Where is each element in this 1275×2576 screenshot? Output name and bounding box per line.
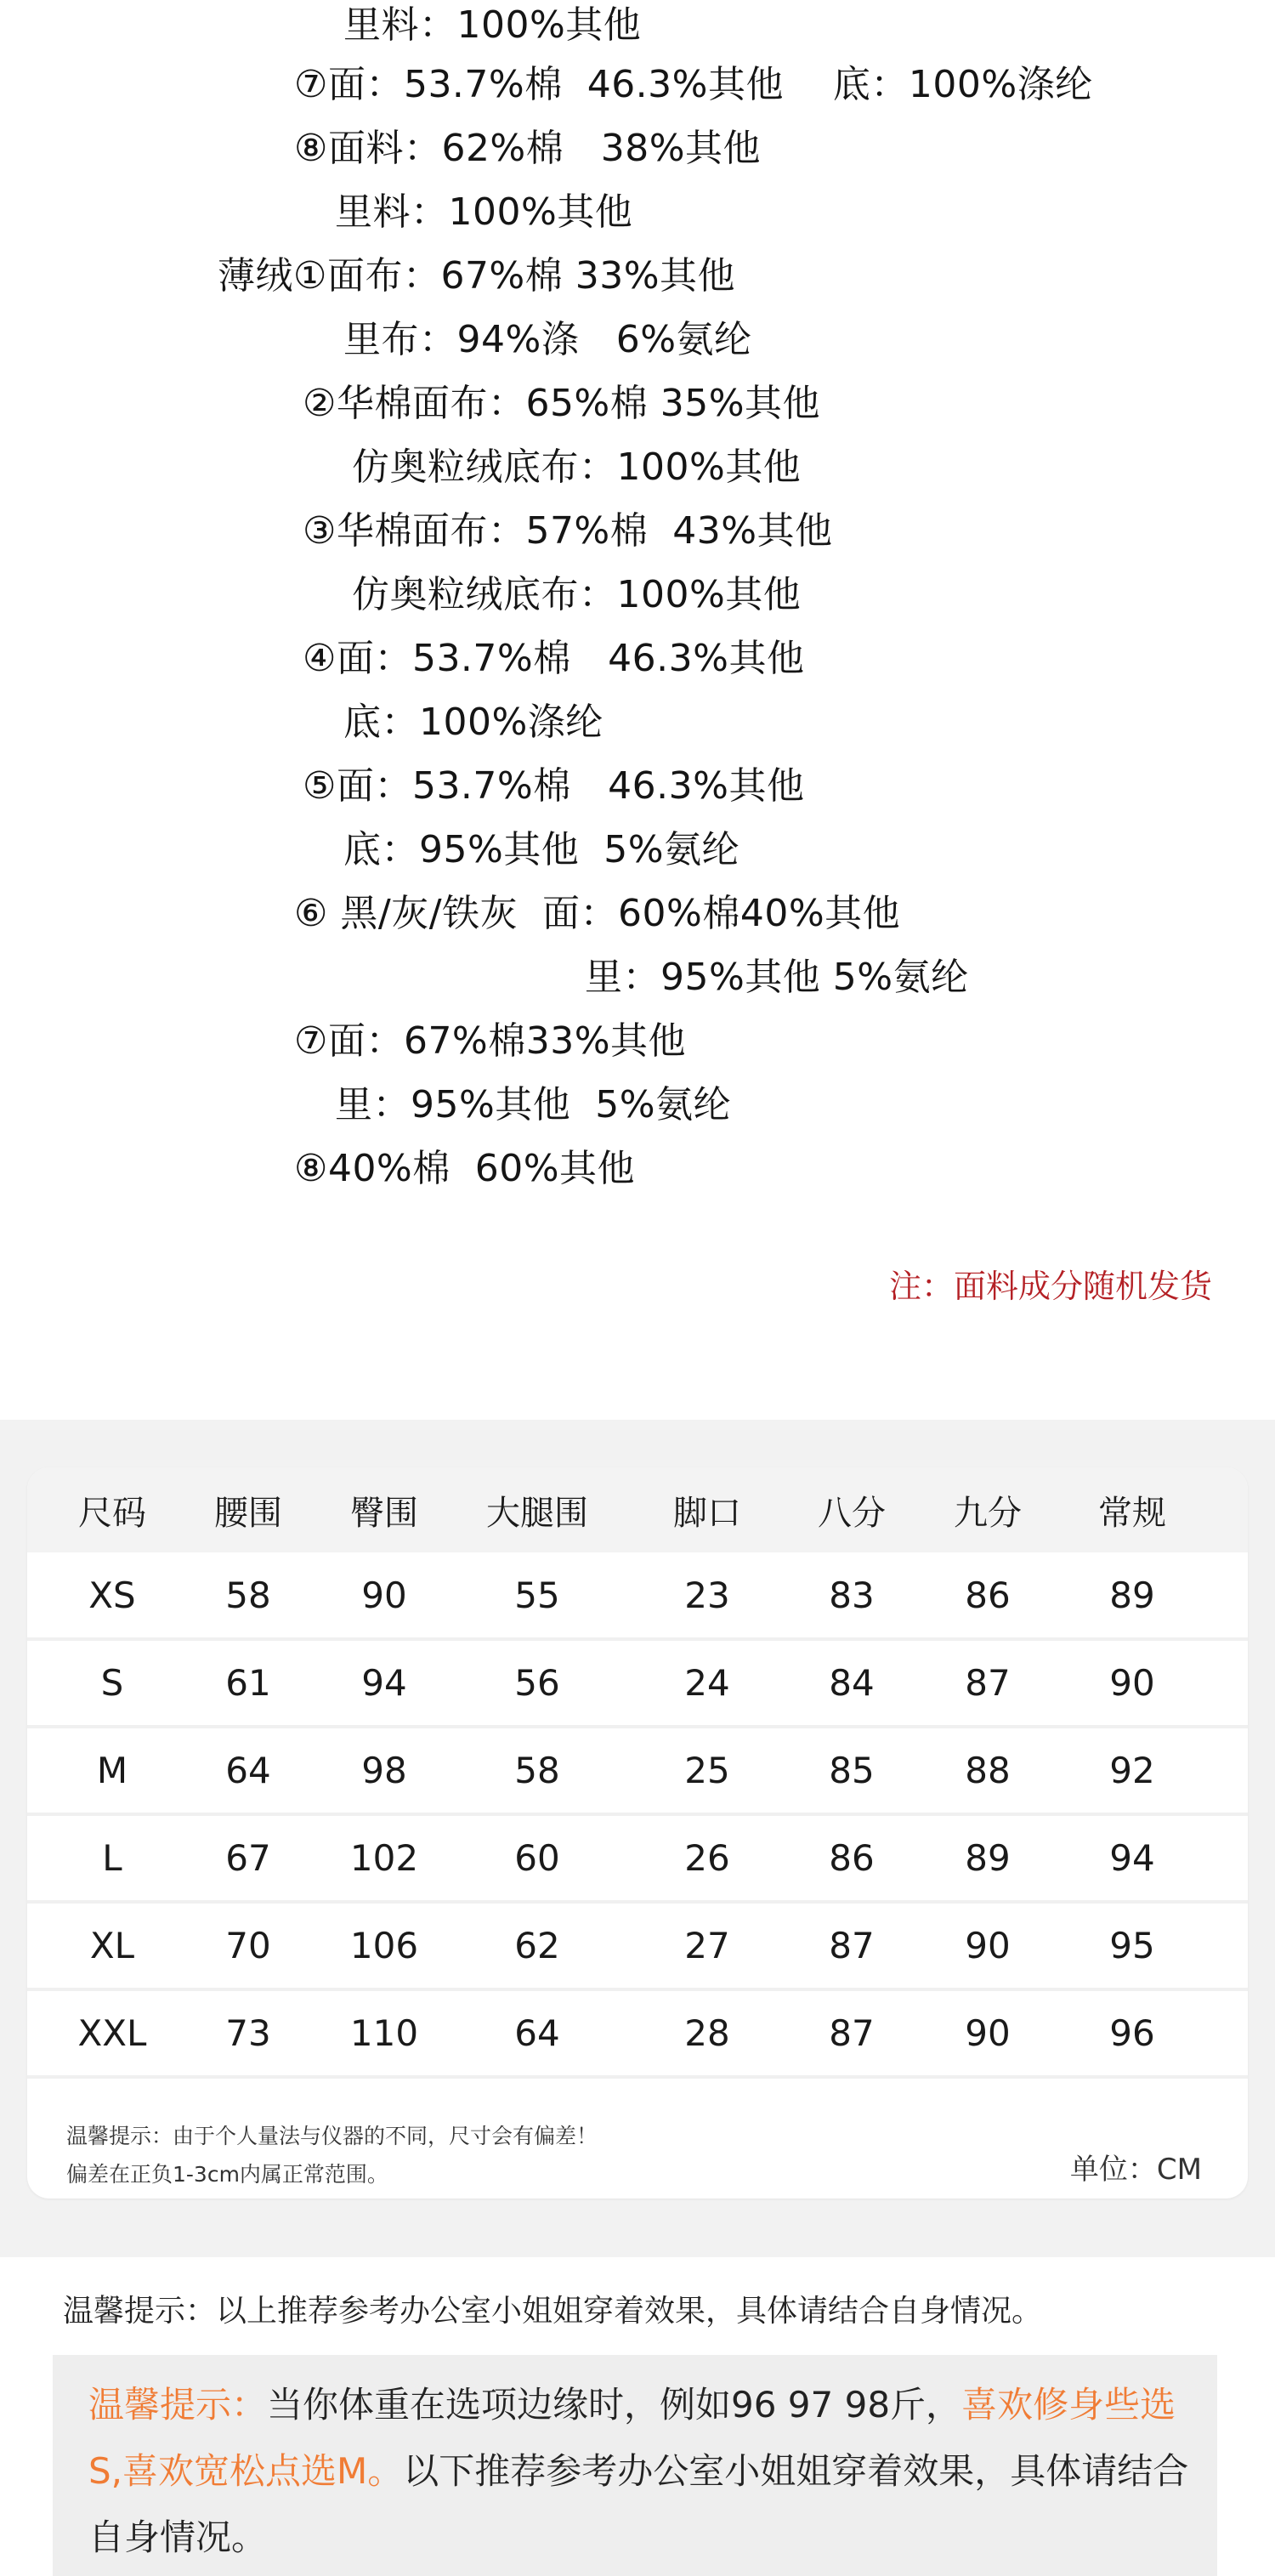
table-cell: 90: [1109, 1661, 1155, 1704]
table-cell: 64: [225, 1749, 271, 1791]
table-row: [27, 1728, 1248, 1816]
warm-tip-text-b: 以下推荐参考办公室小姐姐穿着效果，具体请结合自身情况。: [88, 2450, 1189, 2558]
table-cell: 62: [514, 1924, 560, 1966]
table-row: [27, 1903, 1248, 1991]
table-cell: 87: [829, 1924, 875, 1966]
fabric-note: 注：面料成分随机发货: [888, 1268, 1212, 1305]
table-cell: 106: [349, 1924, 419, 1966]
table-cell: 85: [829, 1749, 875, 1791]
header-cell: 脚口: [673, 1493, 741, 1533]
table-cell: 70: [225, 1924, 271, 1966]
table-cell: 58: [514, 1749, 560, 1791]
table-cell: 67: [225, 1836, 271, 1879]
table-cell: XL: [89, 1924, 135, 1966]
table-cell: 92: [1109, 1749, 1155, 1791]
table-cell: 87: [965, 1661, 1011, 1704]
table-row: [27, 1815, 1248, 1904]
fabric-line: 里料：100%其他: [343, 3, 642, 47]
table-cell: 96: [1109, 2011, 1155, 2054]
table-cell: XXL: [77, 2011, 147, 2054]
table-cell: 86: [829, 1836, 875, 1879]
table-cell: M: [96, 1749, 128, 1791]
table-cell: 25: [684, 1749, 730, 1791]
fabric-line: 仿奥粒绒底布：100%其他: [352, 573, 802, 616]
warm-tip-highlight: 喜欢修身些选S,喜欢宽松点选M。: [88, 2384, 1176, 2492]
table-row: [27, 1990, 1248, 2079]
table-cell: 27: [684, 1924, 730, 1966]
fabric-line: ⑦面：53.7%棉 46.3%其他 底：100%涤纶: [294, 63, 1093, 106]
table-cell: 83: [829, 1574, 875, 1616]
header-cell: 常规: [1098, 1493, 1166, 1533]
size-tip-line-2: 偏差在正负1-3cm内属正常范围。: [66, 2162, 388, 2187]
header-cell: 尺码: [78, 1493, 146, 1533]
fabric-line: ⑧面料：62%棉 38%其他: [294, 127, 761, 170]
table-cell: 102: [349, 1836, 419, 1879]
table-cell: 90: [965, 1924, 1011, 1966]
fabric-line: ⑧40%棉 60%其他: [294, 1147, 636, 1190]
table-cell: 60: [514, 1836, 560, 1879]
table-cell: 90: [965, 2011, 1011, 2054]
table-cell: 89: [1109, 1574, 1155, 1616]
header-cell: 八分: [818, 1493, 886, 1533]
header-cell: 大腿围: [486, 1493, 588, 1533]
fabric-line: ⑤面：53.7%棉 46.3%其他: [303, 764, 805, 808]
table-cell: 56: [514, 1661, 560, 1704]
fabric-line: ④面：53.7%棉 46.3%其他: [303, 637, 805, 680]
header-cell: 臀围: [350, 1493, 418, 1533]
warm-tip-2: [88, 2372, 1202, 2571]
warm-tip-text-a: 当你体重在选项边缘时，例如96 97 98斤，: [267, 2384, 962, 2426]
table-cell: 73: [225, 2011, 271, 2054]
fabric-line: 里：95%其他 5%氨纶: [585, 956, 969, 999]
table-cell: 28: [684, 2011, 730, 2054]
table-cell: 90: [361, 1574, 407, 1616]
fabric-line: 里：95%其他 5%氨纶: [335, 1083, 732, 1126]
fabric-line: ⑦面：67%棉33%其他: [294, 1019, 687, 1063]
warm-tip-label: 温馨提示：: [88, 2384, 268, 2426]
table-cell: 55: [514, 1574, 560, 1616]
header-cell: 腰围: [214, 1493, 282, 1533]
table-cell: L: [102, 1836, 122, 1879]
table-cell: 95: [1109, 1924, 1155, 1966]
table-cell: 26: [684, 1836, 730, 1879]
size-tip-line-1: 温馨提示：由于个人量法与仪器的不同，尺寸会有偏差！: [66, 2124, 598, 2148]
table-cell: 86: [965, 1574, 1011, 1616]
table-cell: XS: [88, 1574, 136, 1616]
table-cell: 94: [1109, 1836, 1155, 1879]
table-row: [27, 1552, 1248, 1641]
table-cell: 87: [829, 2011, 875, 2054]
unit-label: 单位：CM: [1069, 2153, 1202, 2187]
fabric-line: ⑥ 黑/灰/铁灰 面：60%棉40%其他: [294, 892, 901, 935]
table-row: [27, 1640, 1248, 1728]
table-cell: 88: [965, 1749, 1011, 1791]
fabric-line: 里料：100%其他: [335, 190, 633, 234]
table-cell: 98: [361, 1749, 407, 1791]
table-cell: 58: [225, 1574, 271, 1616]
table-cell: 61: [225, 1661, 271, 1704]
table-cell: 94: [361, 1661, 407, 1704]
table-cell: 110: [349, 2011, 419, 2054]
fabric-line: 底：95%其他 5%氨纶: [343, 828, 740, 871]
size-table-header: [27, 1467, 1248, 1552]
fabric-line: 里布：94%涤 6%氨纶: [343, 318, 752, 361]
header-cell: 九分: [954, 1493, 1022, 1533]
fabric-line: 薄绒①面布：67%棉 33%其他: [218, 254, 736, 298]
fabric-line: ③华棉面布：57%棉 43%其他: [303, 509, 833, 553]
table-cell: 24: [684, 1661, 730, 1704]
table-cell: 84: [829, 1661, 875, 1704]
table-cell: 89: [965, 1836, 1011, 1879]
table-cell: 23: [684, 1574, 730, 1616]
size-table: [27, 1467, 1248, 2199]
fabric-line: 底：100%涤纶: [343, 701, 604, 744]
table-cell: 64: [514, 2011, 560, 2054]
warm-tip-1: 温馨提示：以上推荐参考办公室小姐姐穿着效果，具体请结合自身情况。: [63, 2294, 1043, 2329]
fabric-line: 仿奥粒绒底布：100%其他: [352, 445, 802, 489]
table-cell: S: [100, 1661, 124, 1704]
fabric-line: ②华棉面布：65%棉 35%其他: [303, 382, 821, 425]
